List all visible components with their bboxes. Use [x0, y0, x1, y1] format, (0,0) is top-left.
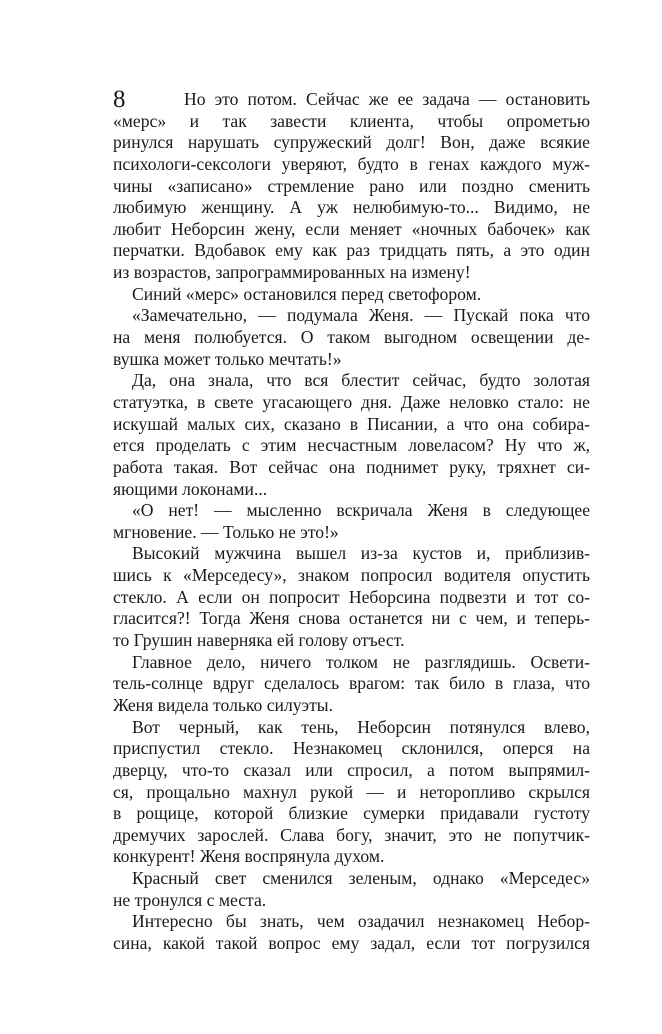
text-line: то Грушин наверняка ей голову отъест. [113, 630, 405, 651]
text-line: приспустил стекло. Незнакомец склонился, оперся на [113, 738, 590, 759]
text-line: конкурент! Женя воспрянула духом. [113, 846, 385, 867]
text-line: вушка может только мечтать!» [113, 348, 342, 369]
text-line: дремучих зарослей. Слава богу, значит, это не попутчик- [113, 824, 590, 845]
text-line: Но это потом. Сейчас же ее задача — остановить [184, 89, 590, 109]
text-line: психологи-сексологи уверяют, будто в генах каждого муж- [113, 153, 590, 174]
text-line: Высокий мужчина вышел из-за кустов и, приблизив- [132, 543, 590, 564]
text-line: перчатки. Вдобавок ему как раз тридцать пять, а это один [113, 240, 590, 261]
text-line: любимую женщину. А уж нелюбимую-то... Видимо, не [113, 197, 590, 218]
text-line: статуэтка, в свете угасающего дня. Даже неловко стало: не [113, 391, 590, 412]
text-line: мгновение. — Только не это!» [113, 521, 339, 542]
text-line: Главное дело, ничего толком не разглядишь. Освети- [132, 651, 590, 672]
text-line: Женя видела только силуэты. [113, 694, 333, 715]
text-line: ринулся нарушать супружеский долг! Вон, даже всякие [113, 132, 590, 153]
text-line: Вот черный, как тень, Неборсин потянулся влево, [132, 716, 590, 737]
text-line: не тронулся с места. [113, 889, 267, 910]
text-line: в рощице, которой близкие сумерки придавали густоту [113, 803, 590, 824]
text-line: дверцу, что-то сказал или спросил, а потом выпрямил- [113, 759, 590, 780]
text-line: сина, какой такой вопрос ему задал, если тот погрузился [113, 932, 590, 953]
text-line: шись к «Мерседесу», знаком попросил водителя опустить [113, 565, 590, 586]
text-line: Да, она знала, что вся блестит сейчас, будто золотая [132, 370, 590, 391]
text-line: работа такая. Вот сейчас она поднимет руку, тряхнет си- [113, 456, 590, 477]
body-text [113, 89, 590, 955]
text-line: тель-солнце вдруг сделалось врагом: так било в глаза, что [113, 673, 590, 694]
text-line: стекло. А если он попросит Неборсина подвезти и тот со- [113, 586, 590, 607]
text-line: «Замечательно, — подумала Женя. — Пускай пока что [132, 305, 590, 326]
page-number: 8 [113, 86, 126, 113]
text-line: «О нет! — мысленно вскричала Женя в следующее [132, 500, 590, 521]
text-line: яющими локонами... [113, 478, 268, 499]
text-line: ся, прощально махнул рукой — и неторопливо скрылся [113, 781, 590, 802]
text-line: искушай малых сих, сказано в Писании, а что она собира- [113, 413, 590, 434]
text-line: Синий «мерс» остановился перед светофором. [132, 283, 482, 304]
text-line: Интересно бы знать, чем озадачил незнакомец Небор- [132, 911, 590, 932]
text-line: гласится?! Тогда Женя снова останется ни с чем, и теперь- [113, 608, 590, 629]
text-line: на меня полюбуется. О таком выгодном освещении де- [113, 327, 590, 348]
text-line: чины «записано» стремление рано или поздно сменить [113, 175, 590, 196]
text-line: Красный свет сменился зеленым, однако «Мерседес» [132, 868, 590, 889]
text-line: любит Неборсин жену, если меняет «ночных бабочек» как [113, 218, 590, 239]
text-line: «мерс» и так завести клиента, чтобы опрометью [113, 110, 590, 131]
text-line: ется проделать с этим несчастным ловеласом? Ну что ж, [113, 435, 590, 456]
text-line: из возрастов, запрограммированных на измену! [113, 262, 471, 283]
